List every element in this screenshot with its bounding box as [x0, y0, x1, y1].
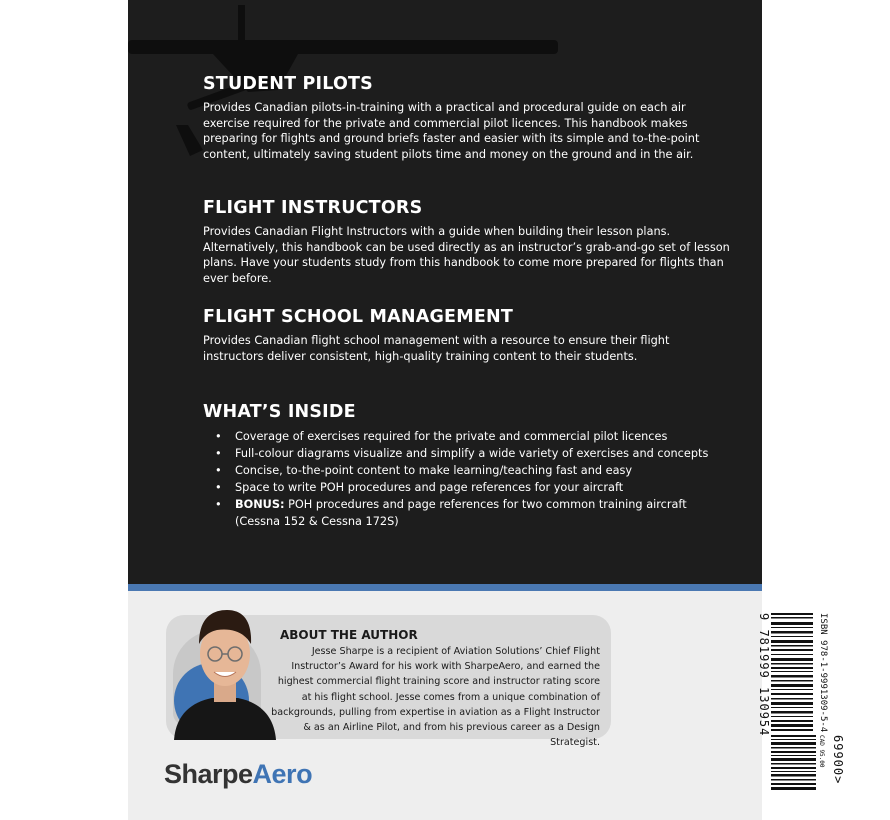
dark-panel — [128, 0, 762, 584]
bullet-icon: • — [215, 464, 222, 477]
section-body: Provides Canadian Flight Instructors with a guide when building their lesson plans. Alternatively, this handbook can be used directly as an instructor’s grab-and-go set of lesson plans. Have your students study from this handbook to come more prepared for flights than ever before. — [203, 225, 730, 286]
bonus-text: POH procedures and page references for two common training aircraft (Cessna 152 & Cessna 172S) — [235, 498, 687, 528]
section-heading: STUDENT PILOTS — [203, 74, 373, 94]
list-item-text: Full-colour diagrams visualize and simplify a wide variety of exercises and concepts — [235, 447, 709, 460]
section-whats-inside — [203, 402, 733, 530]
bonus-label: BONUS: — [235, 498, 285, 511]
logo-part2: Aero — [252, 759, 313, 789]
bullet-icon: • — [215, 498, 222, 511]
isbn-barcode — [771, 613, 813, 731]
barcode-digits: 9 781999 130954 — [757, 613, 771, 737]
book-back-cover — [128, 0, 845, 820]
author-bio: Jesse Sharpe is a recipient of Aviation Solutions’ Chief Flight Instructor’s Award for his work with SharpeAero, and earned the highest commercial flight training score and instructor rating score at his flight school. Jesse comes from a unique combination of backgrounds, pulling from expertise in aviation as a Flight Instructor & as an Airline Pilot, and from his previous career as a Design Strategist. — [271, 646, 600, 749]
section-heading: FLIGHT SCHOOL MANAGEMENT — [203, 307, 513, 327]
section-heading: FLIGHT INSTRUCTORS — [203, 198, 423, 218]
section-flight-instructors — [203, 198, 733, 287]
section-flight-school-management — [203, 307, 733, 364]
publisher-logo — [164, 759, 312, 790]
list-item-text: Concise, to-the-point content to make learning/teaching fast and easy — [235, 464, 633, 477]
list-item-text: Space to write POH procedures and page references for your aircraft — [235, 481, 624, 494]
accent-stripe — [128, 584, 762, 591]
price-addon-digits: 69900> — [831, 735, 845, 785]
list-item — [215, 428, 733, 445]
section-student-pilots — [203, 74, 733, 163]
price-barcode — [771, 735, 816, 793]
list-item-bonus — [215, 496, 733, 530]
section-heading: WHAT’S INSIDE — [203, 402, 356, 422]
feature-list — [203, 428, 733, 530]
author-heading: ABOUT THE AUTHOR — [280, 628, 418, 642]
price-label: CAD 95.00 — [818, 735, 825, 768]
list-item — [215, 462, 733, 479]
logo-part1: Sharpe — [164, 759, 253, 789]
list-item-text: Coverage of exercises required for the private and commercial pilot licences — [235, 430, 668, 443]
list-item — [215, 479, 733, 496]
bullet-icon: • — [215, 430, 222, 443]
isbn-label: ISBN 978-1-9991309-5-4 — [818, 613, 828, 733]
bullet-icon: • — [215, 447, 222, 460]
bullet-icon: • — [215, 481, 222, 494]
list-item — [215, 445, 733, 462]
section-body: Provides Canadian pilots-in-training with a practical and procedural guide on each air exercise required for the private and commercial pilot licences. This handbook makes preparing for flights and ground briefs faster and easier with its simple and to-the-point content, ultimately saving student pilots time and money on the ground and in the air. — [203, 101, 700, 162]
section-body: Provides Canadian flight school management with a resource to ensure their flight instructors deliver consistent, high-quality training content to their students. — [203, 334, 670, 363]
author-photo — [172, 602, 277, 740]
